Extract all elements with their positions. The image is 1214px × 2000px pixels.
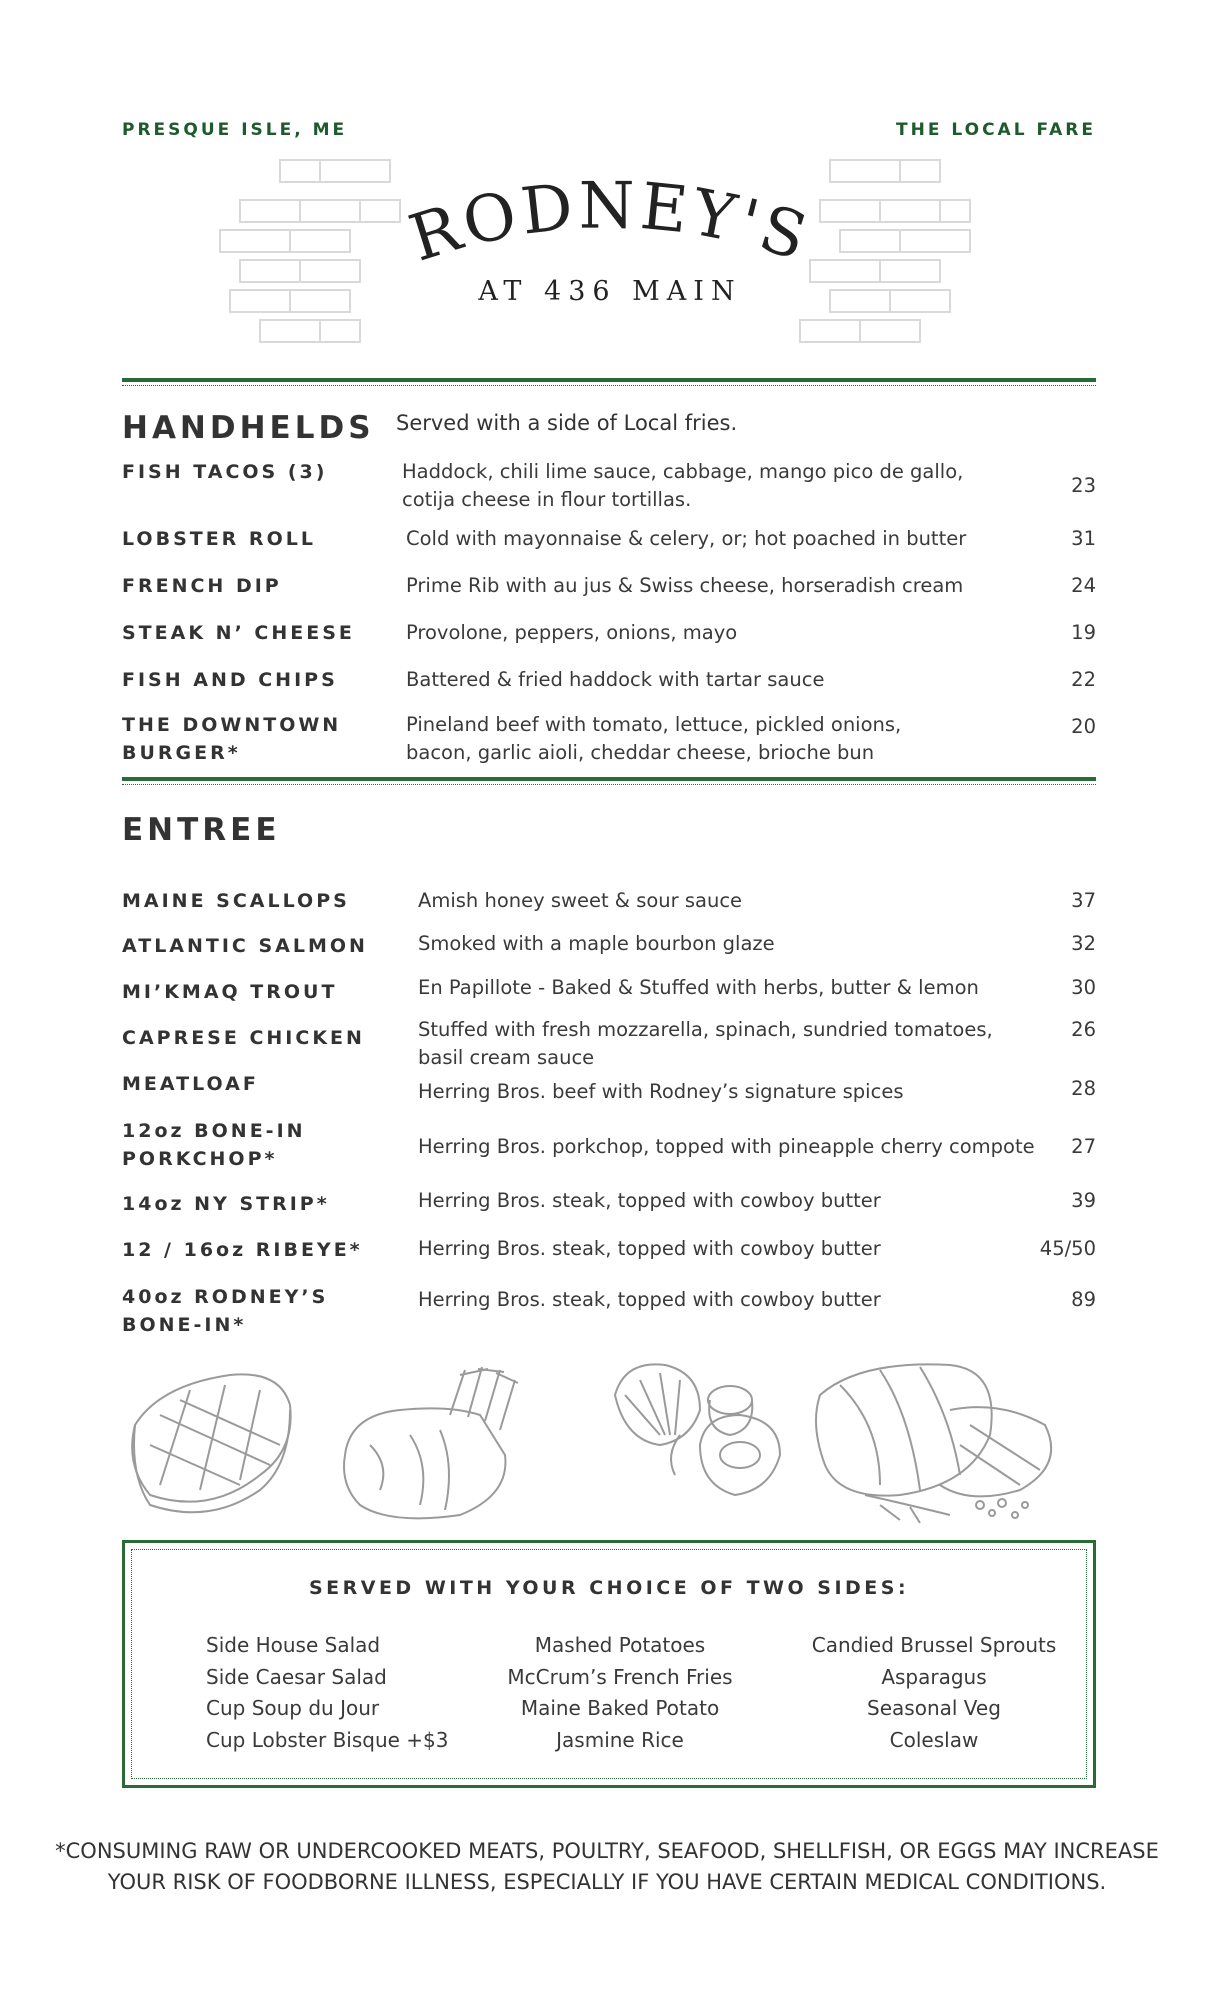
menu-item-price: 23 — [1071, 474, 1096, 497]
menu-item-price: 39 — [1071, 1189, 1096, 1212]
sides-title: SERVED WITH YOUR CHOICE OF TWO SIDES: — [308, 1577, 910, 1599]
side-item: Side Caesar Salad — [206, 1664, 387, 1689]
section-divider — [122, 378, 1096, 386]
menu-item-description: Herring Bros. steak, topped with cowboy butter — [418, 1189, 881, 1212]
menu-item-name: THE DOWNTOWN BURGER* — [122, 714, 342, 764]
menu-item-price: 26 — [1071, 1018, 1096, 1041]
menu-item-price: 27 — [1071, 1135, 1096, 1158]
logo-name: RODNEY'S — [401, 169, 819, 277]
menu-item-name: MEATLOAF — [122, 1073, 259, 1095]
side-item: Cup Lobster Bisque +$3 — [206, 1727, 449, 1752]
restaurant-logo — [200, 150, 1020, 360]
steak-illustration — [132, 1374, 290, 1512]
food-safety-disclaimer — [30, 1836, 1184, 1898]
menu-item-name: MAINE SCALLOPS — [122, 890, 350, 912]
menu-item-description: Haddock, chili lime sauce, cabbage, mango pico de gallo, cotija cheese in flour tortillas. — [402, 460, 964, 511]
menu-item-description: Provolone, peppers, onions, mayo — [406, 621, 738, 644]
handhelds-subtitle: Served with a side of Local fries. — [396, 411, 738, 435]
tagline-label: THE LOCAL FARE — [896, 120, 1096, 140]
menu-item-price: 22 — [1071, 668, 1096, 691]
menu-item-price: 89 — [1071, 1288, 1096, 1311]
menu-item-description: Herring Bros. beef with Rodney’s signature spices — [418, 1080, 904, 1103]
menu-item-description: Smoked with a maple bourbon glaze — [418, 932, 775, 955]
brick-wall-background — [200, 150, 1020, 360]
menu-item-name: MI’KMAQ TROUT — [122, 981, 338, 1003]
menu-item-price: 32 — [1071, 932, 1096, 955]
side-item: Candied Brussel Sprouts — [811, 1633, 1057, 1657]
handhelds-title: HANDHELDS — [122, 410, 375, 446]
menu-item-name: CAPRESE CHICKEN — [122, 1027, 365, 1049]
menu-item-price: 30 — [1071, 976, 1096, 999]
disclaimer-line: *CONSUMING RAW OR UNDERCOOKED MEATS, POULTRY, SEAFOOD, SHELLFISH, OR EGGS MAY INCREASE — [55, 1839, 1159, 1863]
menu-item-description: Stuffed with fresh mozzarella, spinach, sundried tomatoes, basil cream sauce — [418, 1018, 993, 1069]
menu-item-price: 24 — [1071, 574, 1096, 597]
menu-item-name: ATLANTIC SALMON — [122, 935, 368, 957]
sides-column — [206, 1630, 449, 1756]
location-label: PRESQUE ISLE, ME — [122, 120, 348, 140]
menu-item-description: En Papillote - Baked & Stuffed with herbs, butter & lemon — [418, 976, 979, 999]
food-illustrations — [120, 1355, 1100, 1535]
sides-box — [122, 1540, 1096, 1788]
rack-of-lamb-illustration — [344, 1367, 518, 1518]
svg-text:RODNEY'S — [401, 169, 818, 276]
menu-item-description: Pineland beef with tomato, lettuce, pickled onions, bacon, garlic aioli, cheddar cheese, brioche bun — [406, 713, 902, 764]
entree-title: ENTREE — [122, 812, 281, 848]
menu-item-price: 19 — [1071, 621, 1096, 644]
side-item: Asparagus — [881, 1664, 987, 1689]
menu-item-description: Herring Bros. steak, topped with cowboy butter — [418, 1288, 881, 1311]
sides-column — [795, 1630, 1073, 1756]
menu-item-name: LOBSTER ROLL — [122, 528, 316, 550]
menu-item-description: Amish honey sweet & sour sauce — [418, 889, 743, 912]
disclaimer-line: YOUR RISK OF FOODBORNE ILLNESS, ESPECIALLY IF YOU HAVE CERTAIN MEDICAL CONDITIONS. — [107, 1870, 1107, 1894]
menu-item-price: 45/50 — [1039, 1237, 1096, 1260]
logo-subtitle: AT 436 MAIN — [478, 276, 742, 307]
menu-item-name: 14oz NY STRIP* — [122, 1193, 330, 1215]
sides-column — [491, 1630, 749, 1756]
side-item: Cup Soup du Jour — [206, 1696, 380, 1720]
side-item: Side House Salad — [206, 1633, 381, 1657]
menu-item-price: 20 — [1071, 715, 1096, 738]
menu-item-price: 37 — [1071, 889, 1096, 912]
menu-item-name: FRENCH DIP — [122, 575, 282, 597]
menu-item-name: 40oz RODNEY’S BONE-IN* — [122, 1286, 329, 1336]
menu-item-description: Herring Bros. porkchop, topped with pineapple cherry compote — [418, 1135, 1035, 1158]
scallops-illustration — [615, 1364, 780, 1495]
side-item: Coleslaw — [889, 1727, 979, 1752]
menu-item-price: 31 — [1071, 527, 1096, 550]
menu-item-name: FISH TACOS (3) — [122, 461, 328, 483]
menu-item-description: Prime Rib with au jus & Swiss cheese, horseradish cream — [406, 574, 964, 597]
salmon-fillet-illustration — [816, 1364, 1051, 1523]
menu-item-description: Cold with mayonnaise & celery, or; hot poached in butter — [406, 527, 967, 550]
side-item: Jasmine Rice — [556, 1727, 684, 1752]
side-item: Maine Baked Potato — [520, 1696, 720, 1720]
menu-item-name: 12oz BONE-IN PORKCHOP* — [122, 1120, 306, 1170]
section-divider — [122, 777, 1096, 785]
side-item: McCrum’s French Fries — [507, 1664, 733, 1689]
menu-item-description: Herring Bros. steak, topped with cowboy butter — [418, 1237, 881, 1260]
menu-item-name: 12 / 16oz RIBEYE* — [122, 1239, 363, 1261]
menu-item-price: 28 — [1071, 1077, 1096, 1100]
menu-item-name: FISH AND CHIPS — [122, 669, 338, 691]
side-item: Mashed Potatoes — [534, 1633, 706, 1657]
side-item: Seasonal Veg — [867, 1696, 1001, 1720]
menu-item-description: Battered & fried haddock with tartar sauce — [406, 668, 825, 691]
menu-item-name: STEAK N’ CHEESE — [122, 622, 355, 644]
